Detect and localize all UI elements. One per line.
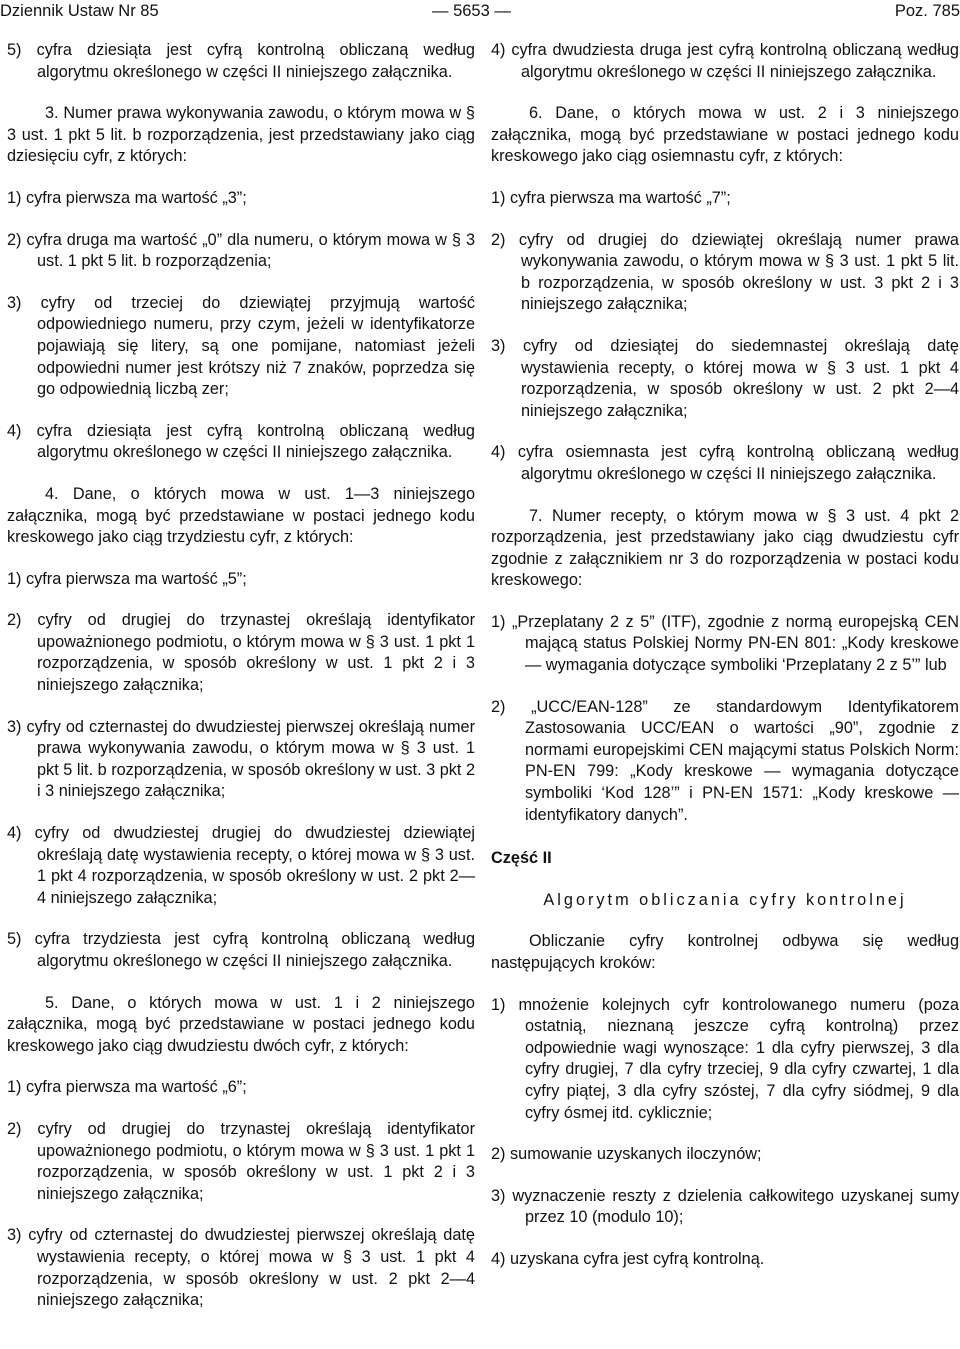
paragraph: Obliczanie cyfry kontrolnej odbywa się według następujących kroków: xyxy=(491,932,959,972)
list-item: 1) cyfra pierwsza ma wartość „5”; xyxy=(7,569,247,588)
list-item: 4) uzyskana cyfra jest cyfrą kontrolną. xyxy=(491,1249,765,1268)
page-number: — 5653 — xyxy=(432,2,511,20)
list-item: 4) cyfra dziesiąta jest cyfrą kontrolną obliczaną według algorytmu określonego w części II niniejszego załącznika. xyxy=(7,421,475,462)
paragraph: 3. Numer prawa wykonywania zawodu, o którym mowa w § 3 ust. 1 pkt 5 lit. b rozporządzenia, jest przedstawiany jako ciąg dziesięciu cyfr, z których: xyxy=(7,104,475,166)
list-item: 1) cyfra pierwsza ma wartość „6”; xyxy=(7,1078,247,1097)
paragraph: 7. Numer recepty, o którym mowa w § 3 ust. 4 pkt 2 rozporządzenia, jest przedstawiany jako ciąg dwudziestu cyfr zgodnie z załącznikiem nr 3 do rozporządzenia w postaci kodu kreskowego: xyxy=(491,506,959,590)
list-item: 1) cyfra pierwsza ma wartość „7”; xyxy=(491,188,731,207)
list-item: 2) cyfra druga ma wartość „0” dla numeru, o którym mowa w § 3 ust. 1 pkt 5 lit. b rozporządzenia; xyxy=(7,230,475,271)
section-subheading: Algorytm obliczania cyfry kontrolnej xyxy=(543,890,907,909)
list-item: 3) wyznaczenie reszty z dzielenia całkowitego uzyskanej sumy przez 10 (modulo 10); xyxy=(491,1186,959,1227)
left-column xyxy=(7,40,475,1312)
list-item: 2) cyfry od drugiej do trzynastej określają identyfikator upoważnionego podmiotu, o którym mowa w § 3 ust. 1 pkt 1 rozporządzenia, w sposób określony w ust. 1 pkt 2 i 3 niniejszego załącznika; xyxy=(7,1119,475,1203)
page-header xyxy=(0,0,960,24)
list-item: 2) cyfry od drugiej do dziewiątej określają numer prawa wykonywania zawodu, o którym mowa w § 3 ust. 1 pkt 5 lit. b rozporządzenia, w sposób określony w ust. 3 pkt 2 i 3 niniejszego załącznika; xyxy=(491,230,959,314)
paragraph: 5. Dane, o których mowa w ust. 1 i 2 niniejszego załącznika, mogą być przedstawiane w postaci jednego kodu kreskowego jako ciąg dwudziestu dwóch cyfr, z których: xyxy=(7,993,475,1055)
list-item: 5) cyfra trzydziesta jest cyfrą kontrolną obliczaną według algorytmu określonego w części II niniejszego załącznika. xyxy=(7,930,475,970)
list-item: 4) cyfra osiemnasta jest cyfrą kontrolną obliczaną według algorytmu określonego w części II niniejszego załącznika. xyxy=(491,443,959,483)
list-item: 2) „UCC/EAN-128” ze standardowym Identyfikatorem Zastosowania UCC/EAN o wartości „90”, zgodnie z normami europejskimi CEN mającymi status Polskich Norm: PN-EN 799: „Kody kreskowe — wymagania dotyczące symboliki ‘Kod 128’” i PN-EN 1571: „Kody kreskowe — identyfikatory danych”. xyxy=(491,697,959,824)
journal-title: Dziennik Ustaw Nr 85 xyxy=(0,2,159,20)
list-item: 4) cyfra dwudziesta druga jest cyfrą kontrolną obliczaną według algorytmu określonego w części II niniejszego załącznika. xyxy=(491,41,959,81)
list-item: 2) sumowanie uzyskanych iloczynów; xyxy=(491,1145,762,1164)
paragraph: 4. Dane, o których mowa w ust. 1—3 niniejszego załącznika, mogą być przedstawiane w postaci jednego kodu kreskowego jako ciąg trzydziestu cyfr, z których: xyxy=(7,484,475,547)
list-item: 1) „Przeplatany 2 z 5” (ITF), zgodnie z normą europejską CEN mającą status Polskiej Normy PN-EN 801: „Kody kreskowe — wymagania dotyczące symboliki ‘Przeplatany 2 z 5’” lub xyxy=(491,612,959,675)
list-item: 1) cyfra pierwsza ma wartość „3”; xyxy=(7,188,247,207)
list-item: 3) cyfry od czternastej do dwudziestej pierwszej określają datę wystawienia recepty, o której mowa w § 3 ust. 1 pkt 4 rozporządzenia, w sposób określony w ust. 2 pkt 2—4 niniejszego załącznika; xyxy=(7,1226,475,1310)
list-item: 4) cyfry od dwudziestej drugiej do dwudziestej dziewiątej określają datę wystawienia recepty, o której mowa w § 3 ust. 1 pkt 4 rozporządzenia, w sposób określony w ust. 2 pkt 2—4 niniejszego załącznika; xyxy=(7,824,475,907)
list-item: 3) cyfry od czternastej do dwudziestej pierwszej określają numer prawa wykonywania zawodu, o którym mowa w § 3 ust. 1 pkt 5 lit. b rozporządzenia, w sposób określony w ust. 3 pkt 2 i 3 niniejszego załącznika; xyxy=(7,717,476,801)
list-item: 5) cyfra dziesiąta jest cyfrą kontrolną obliczaną według algorytmu określonego w części II niniejszego załącznika. xyxy=(7,41,475,81)
list-item: 1) mnożenie kolejnych cyfr kontrolowanego numeru (poza ostatnią, nieznaną jeszcze cyfrą kontrolną) przez odpowiednie wagi wynoszące: 1 dla cyfry pierwszej, 3 dla cyfry drugiej, 7 dla cyfry trzeciej, 9 dla cyfry czwartej, 1 dla cyfry piątej, 3 dla cyfry szóstej, 7 dla cyfry siódmej, 9 dla cyfry ósmej itd. cyklicznie; xyxy=(491,995,959,1122)
list-item: 2) cyfry od drugiej do trzynastej określają identyfikator upoważnionego podmiotu, o którym mowa w § 3 ust. 1 pkt 1 rozporządzenia, w sposób określony w ust. 1 pkt 2 i 3 niniejszego załącznika; xyxy=(7,611,475,695)
list-item: 3) cyfry od dziesiątej do siedemnastej określają datę wystawienia recepty, o której mowa w § 3 ust. 1 pkt 4 rozporządzenia, w sposób określony w ust. 2 pkt 2—4 niniejszego załącznika; xyxy=(491,336,959,420)
paragraph: 6. Dane, o których mowa w ust. 2 i 3 niniejszego załącznika, mogą być przedstawiane w postaci jednego kodu kreskowego jako ciąg osiemnastu cyfr, z których: xyxy=(491,104,959,166)
part-heading: Część II xyxy=(491,849,552,868)
list-item: 3) cyfry od trzeciej do dziewiątej przyjmują wartość odpowiedniego numeru, przy czym, jeżeli w identyfikatorze pojawiają się litery, są one pomijane, natomiast jeżeli odpowiedni numer jest krótszy niż 7 znaków, poprzedza się go odpowiednią liczbą zer; xyxy=(7,293,475,399)
position-number: Poz. 785 xyxy=(894,2,960,20)
right-column xyxy=(491,40,959,1271)
